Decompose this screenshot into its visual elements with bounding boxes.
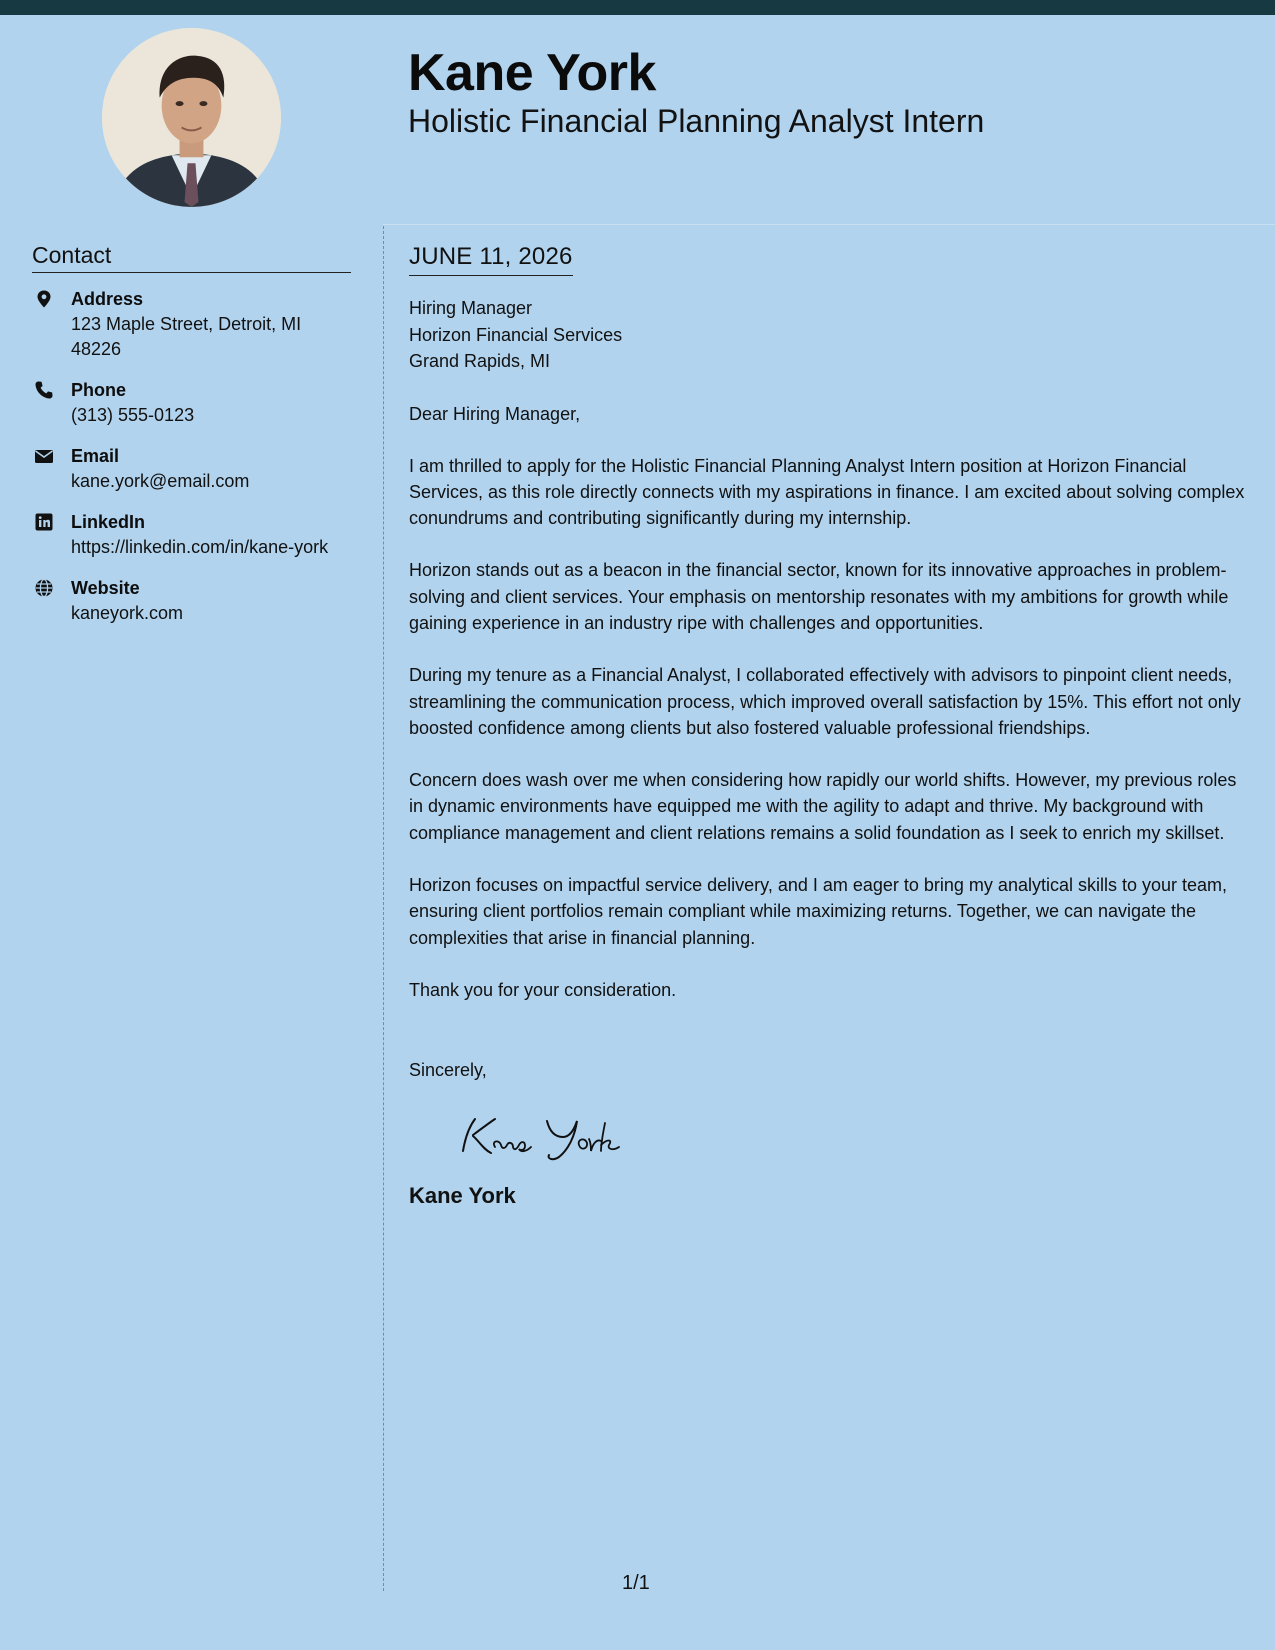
- recipient-line: Hiring Manager: [409, 298, 533, 318]
- linkedin-icon: [34, 512, 54, 532]
- contact-value: https://linkedin.com/in/kane-york: [71, 537, 329, 557]
- applicant-name: Kane York: [408, 44, 656, 102]
- letter-paragraph: I am thrilled to apply for the Holistic Financial Planning Analyst Intern position at Horizon Financial Services, as this role directly connects with my aspirations in finance. I am excited about solving complex conundrums and contributing significantly during my internship.: [409, 455, 1245, 529]
- contact-value: kane.york@email.com: [71, 471, 250, 491]
- contact-value: 123 Maple Street, Detroit, MI 48226: [71, 314, 302, 359]
- contact-email: [32, 444, 351, 494]
- letter-paragraph: During my tenure as a Financial Analyst, I collaborated effectively with advisors to pinpoint client needs, streamlining the communication process, which improved overall satisfaction by 15%. This effort not only boosted confidence among clients but also fostered valuable professional friendships.: [409, 665, 1241, 738]
- contact-label: Website: [71, 578, 140, 598]
- contact-label: Email: [71, 446, 120, 466]
- map-pin-icon: [34, 289, 54, 309]
- contact-address: [32, 287, 351, 362]
- contact-label: Phone: [71, 380, 127, 400]
- closing: Sincerely,: [409, 1060, 487, 1081]
- globe-icon: [34, 578, 54, 598]
- envelope-icon: [34, 446, 54, 466]
- contact-value: (313) 555-0123: [71, 405, 195, 425]
- letter-paragraph: Thank you for your consideration.: [409, 979, 677, 1000]
- cover-letter-body: [409, 240, 1249, 1211]
- handwritten-signature: [451, 1109, 651, 1167]
- salutation: Dear Hiring Manager,: [409, 403, 581, 424]
- profile-photo: [102, 28, 281, 207]
- contact-website: [32, 576, 351, 626]
- recipient-block: [409, 295, 1249, 375]
- letter-paragraph: Horizon stands out as a beacon in the financial sector, known for its innovative approaches in problem-solving and client services. Your emphasis on mentorship resonates with my ambitions for growth while gaining experience in an industry ripe with challenges and opportunities.: [409, 560, 1229, 633]
- letter-date: JUNE 11, 2026: [409, 240, 573, 276]
- contact-sidebar: [32, 240, 351, 626]
- contact-label: LinkedIn: [71, 512, 146, 532]
- column-divider: [383, 226, 384, 1591]
- signer-name: Kane York: [409, 1183, 516, 1209]
- letter-paragraph: Horizon focuses on impactful service delivery, and I am eager to bring my analytical skills to your team, ensuring client portfolios remain compliant while maximizing returns. Together, we can navigate the complexities that arise in financial planning.: [409, 875, 1228, 948]
- page-number: 1/1: [622, 1572, 650, 1594]
- contact-phone: [32, 378, 351, 428]
- recipient-line: Horizon Financial Services: [409, 324, 623, 345]
- contact-heading: Contact: [32, 240, 351, 273]
- phone-icon: [34, 380, 54, 400]
- avatar: [102, 28, 281, 207]
- recipient-line: Grand Rapids, MI: [409, 351, 551, 371]
- header-divider: [383, 224, 1275, 225]
- letter-paragraph: Concern does wash over me when considering how rapidly our world shifts. However, my previous roles in dynamic environments have equipped me with the agility to adapt and thrive. My background with compliance management and client relations remains a solid foundation as I seek to enrich my skillset.: [409, 770, 1237, 843]
- contact-label: Address: [71, 289, 144, 309]
- contact-value: kaneyork.com: [71, 603, 184, 623]
- top-accent-bar: [0, 0, 1275, 15]
- job-title: Holistic Financial Planning Analyst Intern: [408, 103, 985, 139]
- contact-linkedin: [32, 510, 351, 560]
